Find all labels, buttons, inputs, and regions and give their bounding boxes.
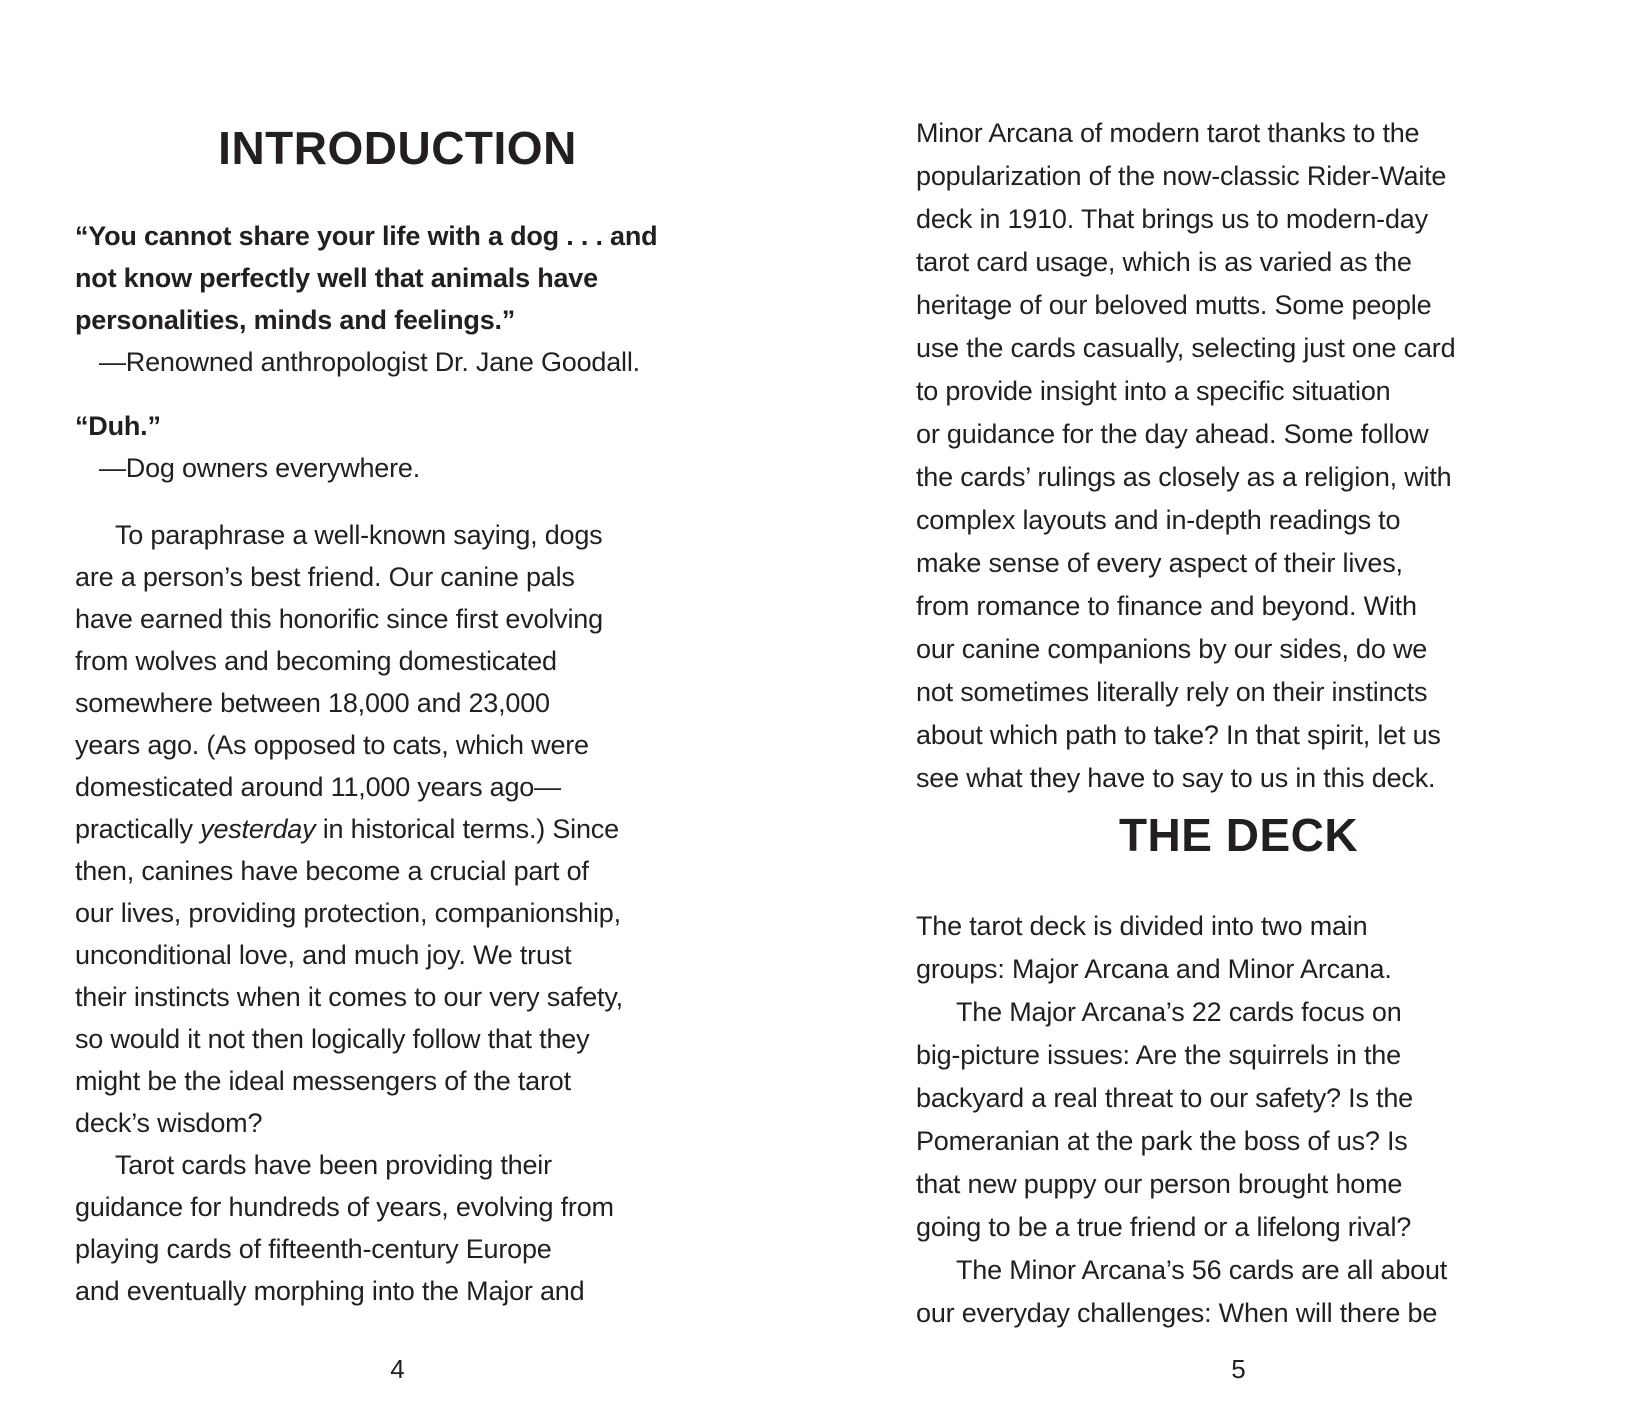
heading-introduction: INTRODUCTION xyxy=(218,122,577,174)
body-text-right-top: Minor Arcana of modern tarot thanks to the popularization of the now-classic Rider-Waite deck in 1910. That brings us to modern-day tarot card usage, which is as varied as the heritage of our beloved mutts. Some people use the cards casually, selecting just one card to provide insight into a specific situation or guidance for the day ahead. Some follow the cards’ rulings as closely as a religion, with complex layouts and in-depth readings to make sense of every aspect of their lives, from romance to finance and beyond. With our canine companions by our sides, do we not sometimes literally rely on their instincts about which path to take? In that spirit, let us see what they have to say to us in this deck. xyxy=(916,118,1456,793)
page-number-left: 4 xyxy=(390,1354,405,1384)
page-number-right: 5 xyxy=(1231,1354,1246,1384)
heading-the-deck: THE DECK xyxy=(1118,809,1359,861)
pull-quote-goodall xyxy=(75,215,720,383)
attribution-goodall: —Renowned anthropologist Dr. Jane Goodall. xyxy=(99,347,640,377)
body-text-right-bottom: The tarot deck is divided into two main groups: Major Arcana and Minor Arcana. The Major Arcana’s 22 cards focus on big-picture issues: Are the squirrels in the backyard a real threat to our safety? Is the Pomeranian at the park the boss of us? Is that new puppy our person brought home going to be a true friend or a lifelong rival? The Minor Arcana’s 56 cards are all about our everyday challenges: When will there be xyxy=(916,911,1448,1328)
attribution-dog-owners: —Dog owners everywhere. xyxy=(99,453,421,483)
pull-quote-duh-text: “Duh.” xyxy=(75,411,161,441)
pull-quote-goodall-text: “You cannot share your life with a dog . . . and not know perfectly well that animals have personalities, minds and feelings.” xyxy=(75,221,658,335)
body-text-left: To paraphrase a well-known saying, dogs are a person’s best friend. Our canine pals have earned this honorific since first evolving from wolves and becoming domesticated somewhere between 18,000 and 23,000 years ago. (As opposed to cats, which were domesticated around 11,000 years ago— practically yesterday in historical terms.) Since then, canines have become a crucial part of our lives, providing protection, companionship, unconditional love, and much joy. We trust their instincts when it comes to our very safety, so would it not then logically follow that they might be the ideal messengers of the tarot deck’s wisdom? Tarot cards have been providing their guidance for hundreds of years, evolving from playing cards of fifteenth-century Europe and eventually morphing into the Major and xyxy=(75,520,623,1306)
pull-quote-duh xyxy=(75,405,720,489)
